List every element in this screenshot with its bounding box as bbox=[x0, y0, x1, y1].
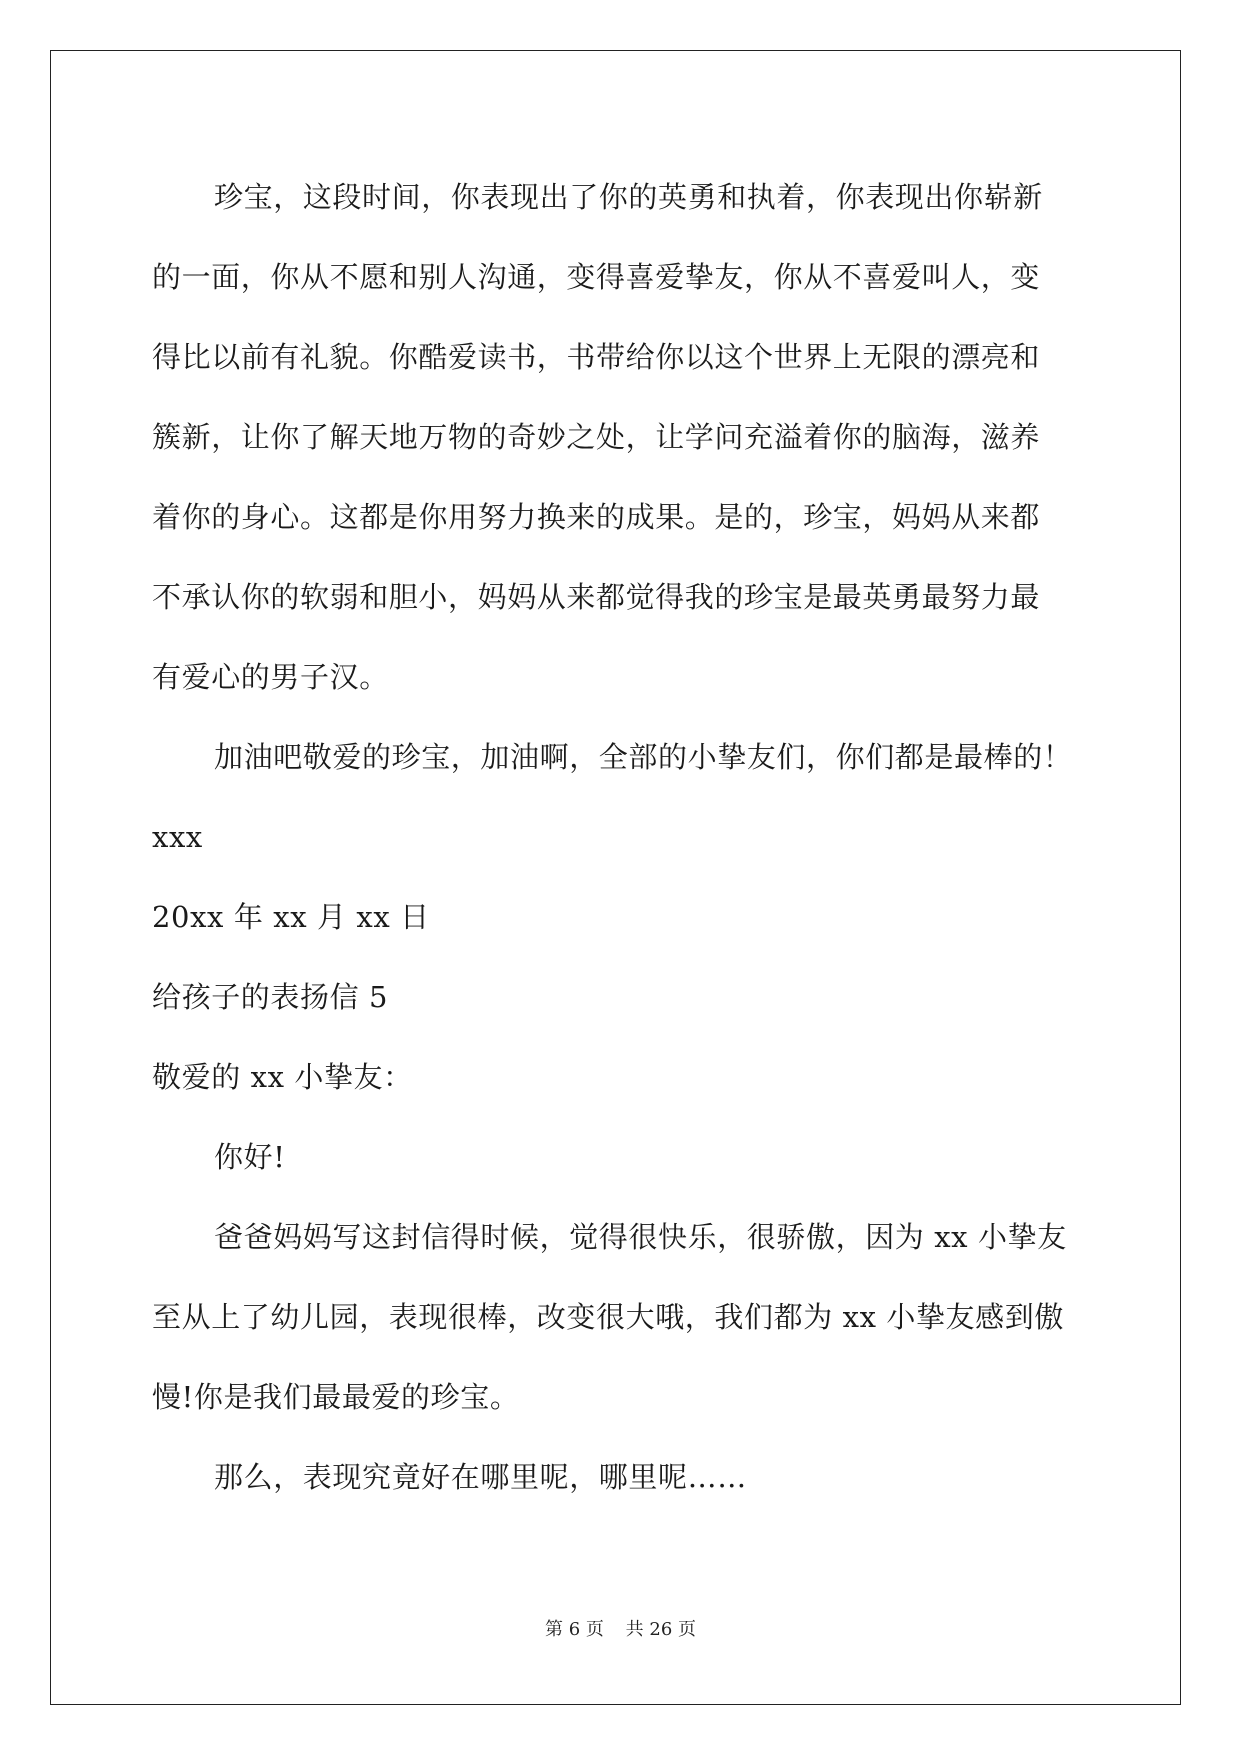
paragraph-line: 至从上了幼儿园，表现很棒，改变很大哦，我们都为 xx 小挚友感到傲 bbox=[152, 1300, 1064, 1334]
paragraph-line: 有爱心的男子汉。 bbox=[152, 660, 389, 694]
page-number: 第 6 页 bbox=[545, 1619, 604, 1640]
greeting-line: 你好! bbox=[214, 1140, 286, 1174]
paragraph-line: 得比以前有礼貌。你酷爱读书，书带给你以这个世界上无限的漂亮和 bbox=[152, 340, 1041, 374]
paragraph-line: 着你的身心。这都是你用努力换来的成果。是的，珍宝，妈妈从来都 bbox=[152, 500, 1041, 534]
paragraph-line: 加油吧敬爱的珍宝，加油啊，全部的小挚友们，你们都是最棒的！ bbox=[214, 740, 1073, 774]
paragraph-line: 的一面，你从不愿和别人沟通，变得喜爱挚友，你从不喜爱叫人，变 bbox=[152, 260, 1041, 294]
paragraph-line: 爸爸妈妈写这封信得时候，觉得很快乐，很骄傲，因为 xx 小挚友 bbox=[214, 1220, 1067, 1254]
page-total: 共 26 页 bbox=[625, 1619, 696, 1640]
signature-name: xxx bbox=[152, 820, 203, 854]
document-body bbox=[152, 157, 1082, 1517]
section-title: 给孩子的表扬信 5 bbox=[152, 980, 389, 1014]
paragraph-line: 簇新，让你了解天地万物的奇妙之处，让学问充溢着你的脑海，滋养 bbox=[152, 420, 1041, 454]
signature-date: 20xx 年 xx 月 xx 日 bbox=[152, 900, 430, 934]
letter-salutation: 敬爱的 xx 小挚友： bbox=[152, 1060, 413, 1094]
page-footer bbox=[0, 1615, 1241, 1641]
paragraph-line: 不承认你的软弱和胆小，妈妈从来都觉得我的珍宝是最英勇最努力最 bbox=[152, 580, 1041, 614]
paragraph-line: 那么，表现究竟好在哪里呢，哪里呢…… bbox=[214, 1460, 747, 1494]
paragraph-line: 珍宝，这段时间，你表现出了你的英勇和执着，你表现出你崭新 bbox=[214, 180, 1043, 214]
paragraph-line: 慢!你是我们最最爱的珍宝。 bbox=[152, 1380, 520, 1414]
